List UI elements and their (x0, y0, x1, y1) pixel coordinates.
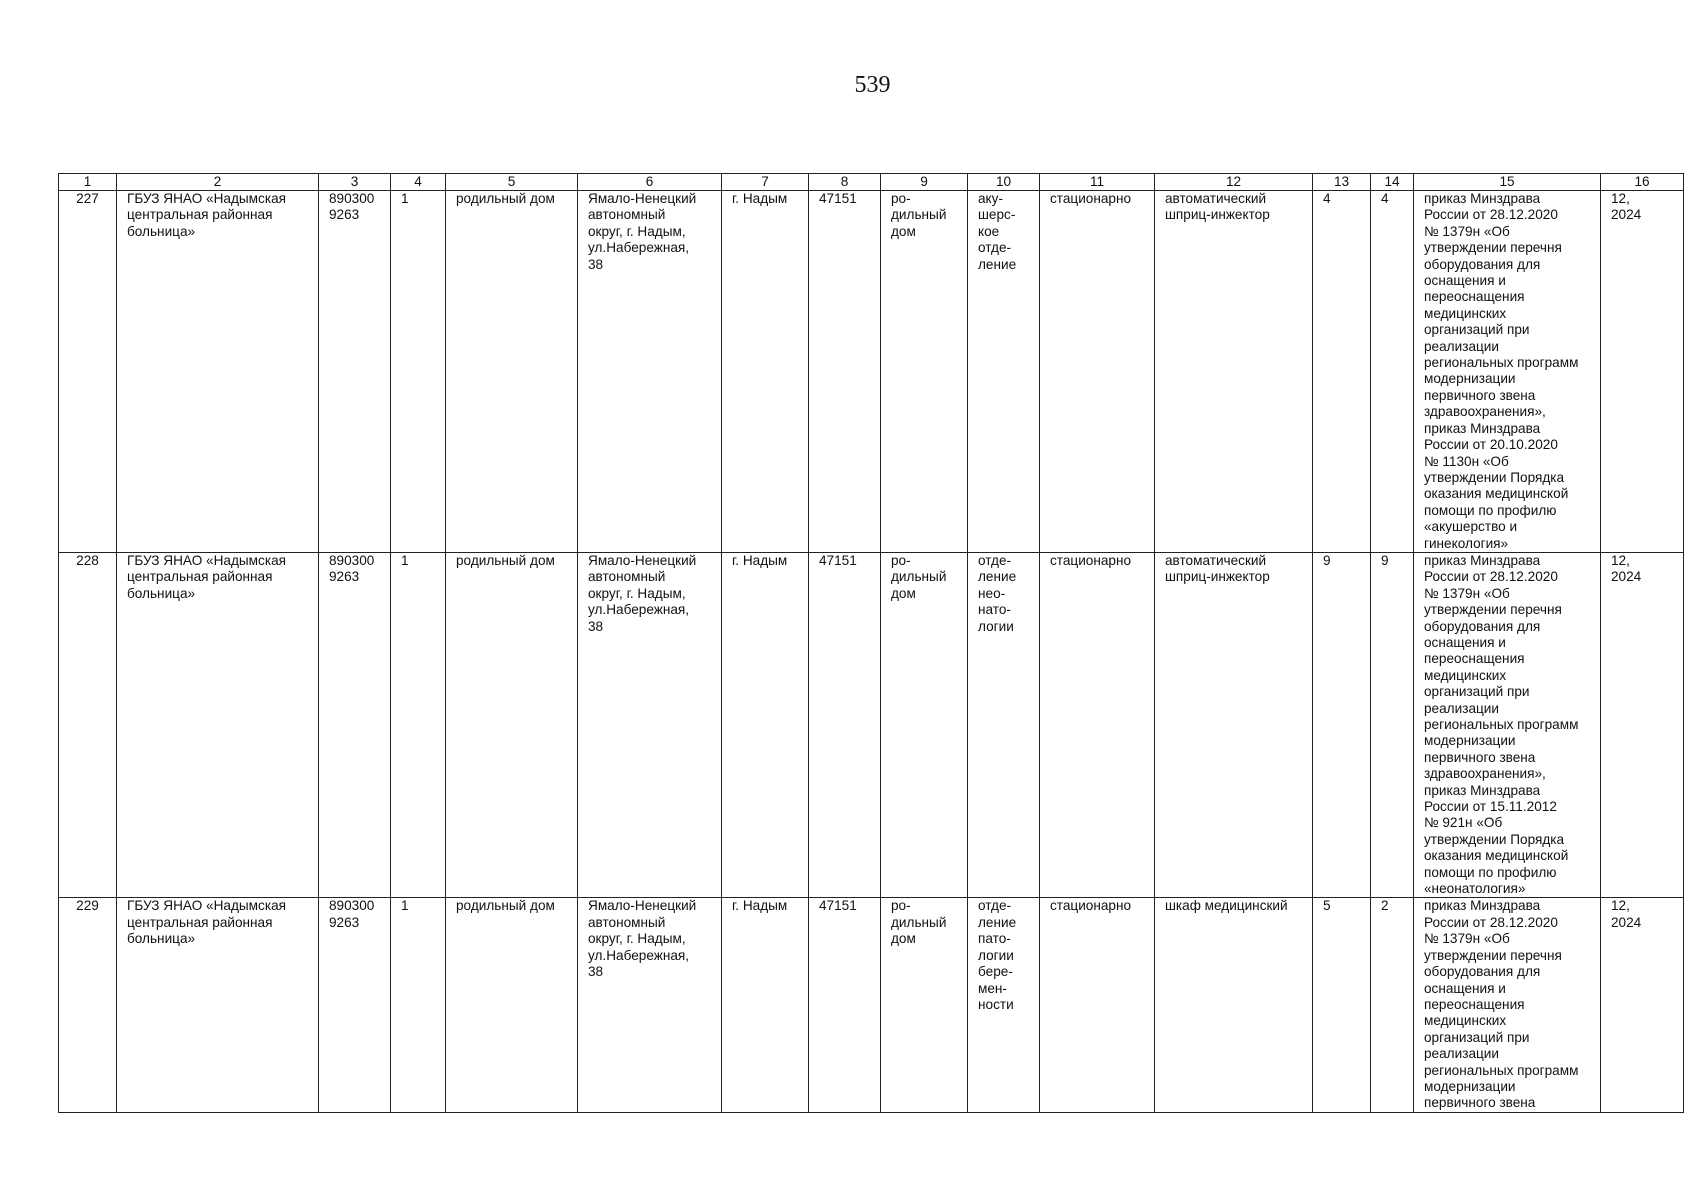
page-number: 539 (854, 72, 891, 98)
facility-type-cell: родильный дом (446, 191, 578, 553)
equipment-cell: автоматический шприц-инжектор (1155, 191, 1313, 553)
column-number: 16 (1601, 174, 1684, 191)
regulation-cell: приказ Минздрава России от 28.12.2020 № 1379н «Об утверждении перечня оборудования для оснащения и переоснащения медицинских организаций при реализации региональных программ модернизации первичного звена здравоохранения», приказ Минздрава России от 20.10.2020 № 1130н «Об утверждении Порядка оказания медицинской помощи по профилю «акушерство и гинекология» (1414, 191, 1601, 553)
organization-cell: ГБУЗ ЯНАО «Надымская центральная районная больница» (117, 552, 319, 898)
row-number-cell: 229 (59, 898, 117, 1112)
care-mode-cell: стационарно (1040, 552, 1155, 898)
col4-cell: 1 (391, 898, 446, 1112)
col4-cell: 1 (391, 191, 446, 553)
care-mode-cell: стационарно (1040, 898, 1155, 1112)
column-number: 2 (117, 174, 319, 191)
inn-cell: 890300 9263 (319, 552, 391, 898)
col4-cell: 1 (391, 552, 446, 898)
table-row (59, 898, 1684, 1112)
table-row (59, 552, 1684, 898)
column-number: 15 (1414, 174, 1601, 191)
column-number: 6 (578, 174, 722, 191)
column-number: 14 (1371, 174, 1414, 191)
column-number: 4 (391, 174, 446, 191)
city-cell: г. Надым (722, 552, 809, 898)
quantity-cell: 2 (1371, 898, 1414, 1112)
column-number: 10 (968, 174, 1040, 191)
column-number: 12 (1155, 174, 1313, 191)
quantity-cell: 4 (1371, 191, 1414, 553)
regulation-cell: приказ Минздрава России от 28.12.2020 № 1379н «Об утверждении перечня оборудования для оснащения и переоснащения медицинских организаций при реализации региональных программ модернизации первичного звена здравоохранения», приказ Минздрава России от 15.11.2012 № 921н «Об утверждении Порядка оказания медицинской помощи по профилю «неонатология» (1414, 552, 1601, 898)
column-number: 7 (722, 174, 809, 191)
department-cell: отде- ление нео- нато- логии (968, 552, 1040, 898)
period-cell: 12, 2024 (1601, 898, 1684, 1112)
column-number: 1 (59, 174, 117, 191)
unit-cell: ро- дильный дом (881, 191, 968, 553)
period-cell: 12, 2024 (1601, 191, 1684, 553)
inn-cell: 890300 9263 (319, 898, 391, 1112)
column-number: 3 (319, 174, 391, 191)
city-cell: г. Надым (722, 898, 809, 1112)
row-number-cell: 227 (59, 191, 117, 553)
address-cell: Ямало-Ненецкий автономный округ, г. Надым, ул.Набережная, 38 (578, 191, 722, 553)
column-number: 9 (881, 174, 968, 191)
unit-cell: ро- дильный дом (881, 898, 968, 1112)
table-row (59, 191, 1684, 553)
department-cell: аку- шерс- кое отде- ление (968, 191, 1040, 553)
city-cell: г. Надым (722, 191, 809, 553)
equipment-cell: шкаф медицинский (1155, 898, 1313, 1112)
column-number: 13 (1313, 174, 1371, 191)
column-number: 11 (1040, 174, 1155, 191)
column-number-row (59, 174, 1684, 191)
facility-type-cell: родильный дом (446, 552, 578, 898)
oktmo-cell: 47151 (809, 191, 881, 553)
period-cell: 12, 2024 (1601, 552, 1684, 898)
quantity-cell: 5 (1313, 898, 1371, 1112)
regulation-cell: приказ Минздрава России от 28.12.2020 № 1379н «Об утверждении перечня оборудования для оснащения и переоснащения медицинских организаций при реализации региональных программ модернизации первичного звена (1414, 898, 1601, 1112)
organization-cell: ГБУЗ ЯНАО «Надымская центральная районная больница» (117, 191, 319, 553)
quantity-cell: 4 (1313, 191, 1371, 553)
address-cell: Ямало-Ненецкий автономный округ, г. Надым, ул.Набережная, 38 (578, 552, 722, 898)
quantity-cell: 9 (1371, 552, 1414, 898)
department-cell: отде- ление пато- логии бере- мен- ности (968, 898, 1040, 1112)
oktmo-cell: 47151 (809, 552, 881, 898)
inn-cell: 890300 9263 (319, 191, 391, 553)
column-number: 8 (809, 174, 881, 191)
organization-cell: ГБУЗ ЯНАО «Надымская центральная районная больница» (117, 898, 319, 1112)
quantity-cell: 9 (1313, 552, 1371, 898)
equipment-cell: автоматический шприц-инжектор (1155, 552, 1313, 898)
column-number: 5 (446, 174, 578, 191)
facility-type-cell: родильный дом (446, 898, 578, 1112)
row-number-cell: 228 (59, 552, 117, 898)
care-mode-cell: стационарно (1040, 191, 1155, 553)
equipment-register-table (58, 173, 1684, 1113)
unit-cell: ро- дильный дом (881, 552, 968, 898)
oktmo-cell: 47151 (809, 898, 881, 1112)
address-cell: Ямало-Ненецкий автономный округ, г. Надым, ул.Набережная, 38 (578, 898, 722, 1112)
